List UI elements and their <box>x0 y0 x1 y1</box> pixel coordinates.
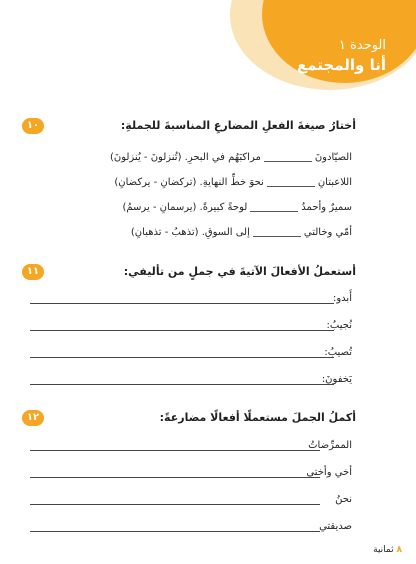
page-word: ثمانية <box>373 545 394 555</box>
q10-row <box>110 152 352 163</box>
answer-line[interactable] <box>30 450 320 451</box>
q11-instruction: أستعملُ الأفعالَ الآتيةَ في جملٍ من تأليفي: <box>123 265 356 278</box>
page-footer <box>373 545 402 555</box>
q11-word: أَبدو: <box>332 293 352 304</box>
row-after: نحوَ خطِّ النهايةِ. (تركضانِ - يركضانِ) <box>114 177 264 188</box>
unit-label: الوحدة ١ <box>338 38 386 53</box>
row-before: سميرٌ وأحمدُ <box>301 202 352 213</box>
row-before: اللاعبتانِ <box>317 177 352 188</box>
q12-subject: صديقتي <box>319 521 352 532</box>
q11-number-badge: ١١ <box>22 264 44 280</box>
q12-number-badge: ١٢ <box>22 410 44 426</box>
row-after: إلى السوقِ. (تذهبُ - تذهبانِ) <box>130 227 250 238</box>
row-after: لوحةً كبيرةً. (يرسمانِ - يرسمُ) <box>122 202 248 213</box>
answer-line[interactable] <box>30 477 320 478</box>
q12-instruction: أكملُ الجملَ مستعملًا أفعالًا مضارعةً: <box>159 411 356 424</box>
q10-row <box>131 227 352 238</box>
q10-row <box>122 202 352 213</box>
q11-word: نُجيبُ: <box>326 320 352 331</box>
page-number: ٨ <box>396 545 402 555</box>
fill-blank[interactable] <box>253 236 301 237</box>
answer-line[interactable] <box>30 303 334 304</box>
q11-word: تُصيبُ: <box>324 347 352 358</box>
answer-line[interactable] <box>30 531 320 532</box>
unit-title: أنا والمجتمع <box>296 56 386 74</box>
fill-blank[interactable] <box>267 186 315 187</box>
q10-instruction: أختارُ صيغةَ الفعلِ المضارعِ المناسبةَ للجملةِ: <box>120 119 356 132</box>
q10-number-badge: ١٠ <box>22 118 44 134</box>
row-before: الصيّادونَ <box>314 152 352 163</box>
answer-line[interactable] <box>30 357 334 358</box>
q10-row <box>114 177 352 188</box>
fill-blank[interactable] <box>250 211 298 212</box>
q12-subject: نحنُ <box>335 494 352 505</box>
q11-word: يَخفونَ: <box>321 374 352 385</box>
row-after: مراكبَهُم في البحرِ. (تُنزلونَ - يُنزلونَ) <box>109 152 261 163</box>
answer-line[interactable] <box>30 330 334 331</box>
q12-subject: أخي وأختي <box>306 467 352 478</box>
fill-blank[interactable] <box>264 161 312 162</box>
answer-line[interactable] <box>30 384 334 385</box>
q12-subject: الممرِّضاتُ <box>308 440 352 451</box>
row-before: أمّي وخالتي <box>303 227 352 238</box>
answer-line[interactable] <box>30 504 320 505</box>
